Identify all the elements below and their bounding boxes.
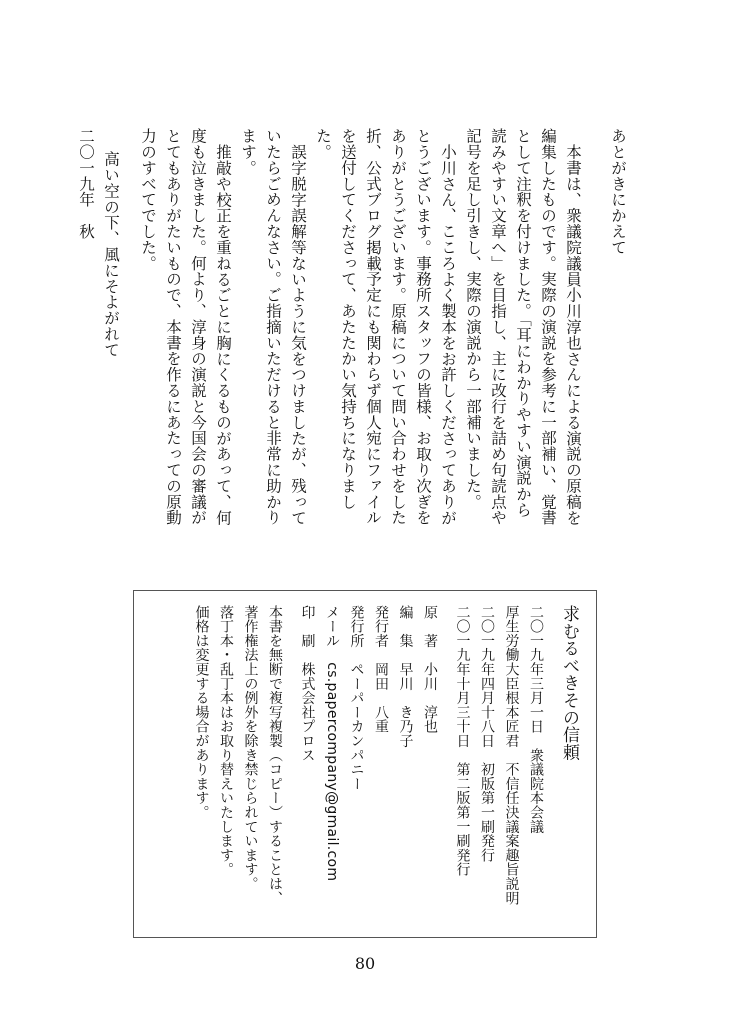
colophon-second-edition: 二〇一九年十月三十日 第二版第一刷発行 <box>454 605 471 877</box>
colophon-row-email <box>320 605 345 925</box>
afterword-title: あとがきにかえて <box>609 128 627 256</box>
afterword-paragraph: 本書は、衆議院議員小川淳也さんによる演説の原稿を編集したものです。実際の演説を参考に一部補い、覚書として注釈を付けました。「耳にわかりやすい演説から読みやすい文章へ」を目指し、主に改行を詰め句読点や記号を足し引きし、実際の演説から一部補いました。 <box>464 128 582 526</box>
colophon-label: 印 刷 <box>299 605 316 648</box>
colophon-row-author <box>418 605 443 925</box>
colophon-event-line: 二〇一九年三月一日 衆議院本会議 <box>528 605 544 834</box>
colophon-label: 原 著 <box>422 605 438 648</box>
colophon-row-publisher-person <box>369 605 394 925</box>
colophon-value: 早川 き乃子 <box>397 662 414 749</box>
colophon-label: 発行所 <box>348 605 365 648</box>
colophon-label: 編 集 <box>397 605 414 648</box>
colophon-notice: 価格は変更する場合があります。 <box>193 605 210 820</box>
colophon-value: cs.papercompany@gmail.com <box>324 662 340 882</box>
afterword-closing: 高い空の下、風にそよがれて <box>102 151 120 358</box>
colophon-notice: 著作権法上の例外を除き禁じられています。 <box>242 605 259 891</box>
colophon-label: メール <box>324 605 340 648</box>
page-number: 80 <box>354 954 376 973</box>
colophon-label: 発行者 <box>373 605 389 648</box>
colophon-value: 株式会社プロス <box>299 662 316 763</box>
colophon-notice: 落丁本・乱丁本はお取り替えいたします。 <box>218 605 234 877</box>
colophon-value: 小川 淳也 <box>422 662 438 734</box>
colophon-spacer <box>287 605 295 925</box>
colophon-notice: 本書を無断で複写複製（コピー）することは、 <box>267 605 283 906</box>
colophon-row-publisher <box>344 605 369 925</box>
colophon-book-title: 求むるべきその信頼 <box>559 605 579 761</box>
colophon-row-printer <box>295 605 320 925</box>
afterword-paragraph: 小川さん、こころよく製本をお許しくださってありがとうございます。事務所スタッフの皆様、お取り次ぎをありがとうございます。原稿について問い合わせをした折、公式ブログ掲載予定にも関わらず個人宛にファイルを送付してくださって、あたたかい気持ちになりました。 <box>314 128 457 526</box>
colophon-value: ペーパーカンパニー <box>348 662 365 791</box>
colophon-spacer <box>442 605 450 925</box>
colophon-row-editor <box>393 605 418 925</box>
afterword-spacer <box>123 128 135 528</box>
colophon-first-edition: 二〇一九年四月十八日 初版第一刷発行 <box>479 605 495 863</box>
afterword-section <box>73 128 630 528</box>
afterword-paragraph: 誤字脱字誤解等ないように気をつけましたが、残っていたらごめんなさい。ご指摘いただけると非常に助かります。 <box>239 128 307 526</box>
colophon-event-line: 厚生労働大臣根本匠君 不信任決議案趣旨説明 <box>503 605 520 906</box>
colophon-box <box>133 590 597 938</box>
colophon-content <box>189 605 584 925</box>
afterword-date: 二〇一九年 秋 <box>77 128 95 240</box>
afterword-paragraph: 推敲や校正を重ねるごとに胸にくるものがあって、何度も泣きました。何より、淳身の演説と今国会の審議がとてもありがたいもので、本書を作るにあたっての原動力のすべてでした。 <box>139 128 232 526</box>
colophon-value: 岡田 八重 <box>373 662 389 734</box>
